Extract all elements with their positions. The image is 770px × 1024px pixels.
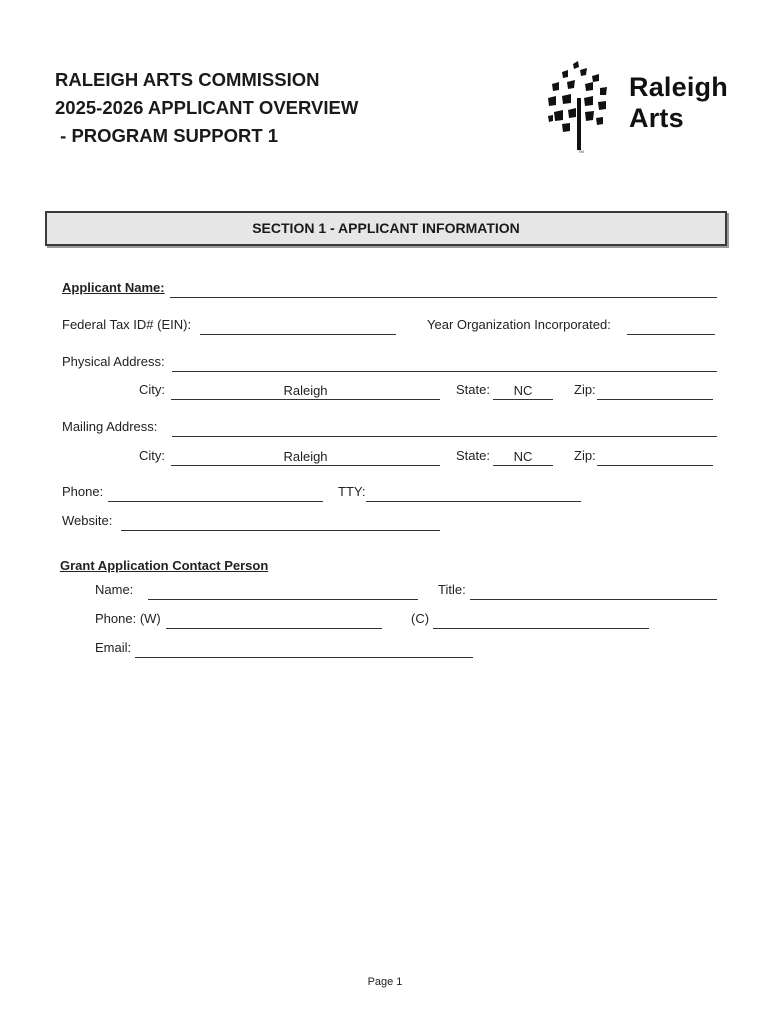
contact-phone-c-label: (C)	[411, 611, 430, 626]
tty-label: TTY:	[338, 484, 366, 499]
physical-address-field[interactable]	[172, 355, 717, 372]
ein-label: Federal Tax ID# (EIN):	[62, 317, 192, 332]
logo-tm: TM	[578, 149, 584, 154]
contact-phone-c-field[interactable]	[433, 612, 649, 629]
physical-address-label: Physical Address:	[62, 354, 165, 369]
contact-title-field[interactable]	[470, 583, 717, 600]
tty-field[interactable]	[366, 485, 581, 502]
contact-phone-w-label: Phone: (W)	[95, 611, 161, 626]
contact-heading: Grant Application Contact Person	[60, 558, 269, 573]
page-title	[55, 66, 475, 150]
year-incorporated-field[interactable]	[627, 318, 715, 335]
applicant-name-field[interactable]	[170, 281, 717, 298]
mailing-city-label: City:	[139, 448, 165, 463]
mailing-state-label: State:	[456, 448, 490, 463]
ein-field[interactable]	[200, 318, 396, 335]
mailing-address-field[interactable]	[172, 420, 717, 437]
physical-state-field[interactable]: NC	[493, 383, 553, 400]
mailing-city-field[interactable]: Raleigh	[171, 449, 440, 466]
contact-name-label: Name:	[95, 582, 134, 597]
physical-city-label: City:	[139, 382, 165, 397]
contact-email-label: Email:	[95, 640, 132, 655]
tree-logo-icon	[540, 60, 620, 155]
section-heading: SECTION 1 - APPLICANT INFORMATION	[45, 211, 727, 246]
website-label: Website:	[62, 513, 113, 528]
logo-text-line-2: Arts	[629, 103, 684, 133]
logo-text	[629, 72, 728, 134]
title-line-3: - PROGRAM SUPPORT 1	[55, 125, 279, 146]
logo-text-line-1: Raleigh	[629, 72, 728, 102]
mailing-address-label: Mailing Address:	[62, 419, 158, 434]
mailing-zip-label: Zip:	[574, 448, 596, 463]
title-line-2: 2025-2026 APPLICANT OVERVIEW	[55, 97, 359, 118]
title-line-1: RALEIGH ARTS COMMISSION	[55, 69, 320, 90]
contact-name-field[interactable]	[148, 583, 418, 600]
contact-title-label: Title:	[438, 582, 466, 597]
physical-state-label: State:	[456, 382, 490, 397]
page-number: Page 1	[367, 976, 403, 988]
mailing-zip-field[interactable]	[597, 449, 713, 466]
applicant-name-label: Applicant Name:	[62, 280, 165, 295]
website-field[interactable]	[121, 514, 440, 531]
physical-city-field[interactable]: Raleigh	[171, 383, 440, 400]
phone-field[interactable]	[108, 485, 323, 502]
contact-phone-w-field[interactable]	[166, 612, 382, 629]
phone-label: Phone:	[62, 484, 104, 499]
mailing-state-field[interactable]: NC	[493, 449, 553, 466]
contact-email-field[interactable]	[135, 641, 473, 658]
physical-zip-label: Zip:	[574, 382, 596, 397]
physical-zip-field[interactable]	[597, 383, 713, 400]
year-incorporated-label: Year Organization Incorporated:	[427, 317, 611, 332]
